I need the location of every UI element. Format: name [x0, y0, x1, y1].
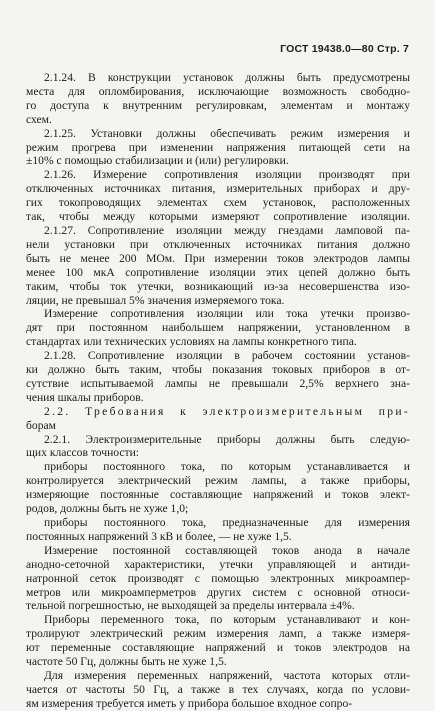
- text-line: приборы постоянного тока, предназначенные для измерения: [44, 516, 410, 529]
- text-line: тролируют электрический режим измерения ламп, а также измеря-: [26, 627, 410, 641]
- paragraph: [26, 71, 410, 127]
- text-line: анодно-сеточной характеристики, утечки управляющей и антиди-: [26, 557, 410, 571]
- text-line: постоянных напряжений 3 кВ и более, — не хуже 1,5.: [26, 529, 292, 543]
- text-line: чается от частоты 50 Гц, а также в тех случаях, когда по услови-: [26, 682, 410, 696]
- paragraph: [26, 168, 410, 224]
- text-line: метров или микроамперметров других систем с основной относи-: [26, 585, 410, 599]
- text-line: так, чтобы между которыми измеряют сопротивление изоляции.: [26, 210, 410, 224]
- text-line: приборы постоянного тока, по которым устанавливается и: [44, 460, 410, 474]
- text-line: 2.1.24. В конструкции установок должны быть предусмотрены: [44, 71, 410, 84]
- text-line: нели установки при отключенных источниках питания должно: [26, 237, 410, 251]
- text-line: Для измерения переменных напряжений, частота которых отли-: [44, 668, 410, 682]
- paragraph: [26, 613, 410, 669]
- text-line: ют переменные составляющие напряжений и токов электродов на: [26, 641, 410, 655]
- text-line: ±10% с помощью стабилизации и (или) регулировки.: [26, 154, 289, 168]
- text-line: чения шкалы приборов.: [26, 390, 144, 404]
- text-line: частоте 50 Гц, должны быть не хуже 1,5.: [26, 655, 227, 669]
- text-line: тельной погрешностью, не выходящей за пределы интервала ±4%.: [26, 599, 355, 613]
- text-line: схем.: [26, 112, 52, 126]
- text-line: 2.1.27. Сопротивление изоляции между гнездами ламповой па-: [44, 223, 410, 237]
- text-line: родов, должны быть не хуже 1,0;: [26, 502, 189, 516]
- text-line: го доступа к внутренним регулировкам, элементам и монтажу: [26, 98, 410, 112]
- paragraph: [26, 127, 410, 169]
- text-line: отключенных источниках питания, измерительных приборах и дру-: [26, 182, 410, 196]
- text-line: места для опломбирования, исключающие возможность свободно-: [26, 84, 410, 98]
- text-line: гих токопроводящих элементах схем установок, расположенных: [26, 196, 410, 210]
- paragraph: [26, 307, 410, 349]
- text-line: менее 100 мкА сопротивление изоляции этих цепей должно быть: [26, 265, 410, 279]
- text-line: дят при постоянном наибольшем напряжении, установленном в: [26, 321, 410, 335]
- text-line: 2.1.25. Установки должны обеспечивать режим измерения и: [44, 126, 410, 140]
- text-line: режим прогрева при изменении напряжения питающей сети на: [26, 140, 410, 154]
- text-line: 2.1.26. Измерение сопротивления изоляции производят при: [44, 168, 410, 182]
- text-line: ям измерения требуется иметь у прибора большое входное сопро-: [26, 696, 353, 710]
- paragraph: [26, 349, 410, 405]
- paragraph: [26, 669, 410, 711]
- text-line: контролируется электрический режим лампы, а также приборы,: [26, 474, 410, 488]
- text-line: таким, чтобы ток утечки, возникающий из-за несовершенства изо-: [26, 279, 410, 293]
- document-body: [26, 71, 410, 711]
- text-line: сутствие испытываемой лампы не превышали 2,5% верхнего зна-: [26, 376, 410, 390]
- text-line: быть не менее 200 МОм. При измерении токов электродов лампы: [26, 251, 410, 265]
- text-line: щих классов точности:: [26, 446, 140, 460]
- paragraph: [26, 544, 410, 614]
- text-line: стандартах или технических условиях на лампы конкретного типа.: [26, 335, 357, 349]
- paragraph: [26, 224, 410, 307]
- text-line: 2.2.1. Электроизмерительные приборы должны быть следую-: [44, 432, 410, 446]
- text-line: ки должно быть таким, чтобы показания токовых приборов в от-: [26, 363, 410, 377]
- text-line: измеряющие постоянные составляющие напряжений и токов элект-: [26, 488, 410, 502]
- text-line: ляции, не превышал 5% значения измеряемого тока.: [26, 293, 285, 307]
- text-line: 2.1.28. Сопротивление изоляции в рабочем состоянии установ-: [44, 349, 410, 363]
- paragraph: [26, 433, 410, 461]
- paragraph: [26, 460, 410, 516]
- text-line: Измерение постоянной составляющей токов анода в начале: [44, 543, 410, 557]
- text-line: натронной сеток производят с помощью электронных микроампер-: [26, 571, 410, 585]
- text-line: 2.2. Требования к электроизмерительным при-: [44, 404, 410, 418]
- text-line: Измерение сопротивления изоляции или тока утечки произво-: [44, 307, 410, 321]
- text-line: Приборы переменного тока, по которым устанавливают и кон-: [44, 613, 410, 627]
- paragraph: [26, 516, 410, 544]
- paragraph: [26, 405, 410, 433]
- text-line: борам: [26, 418, 56, 432]
- page-header: ГОСТ 19438.0—80 Стр. 7: [280, 43, 409, 55]
